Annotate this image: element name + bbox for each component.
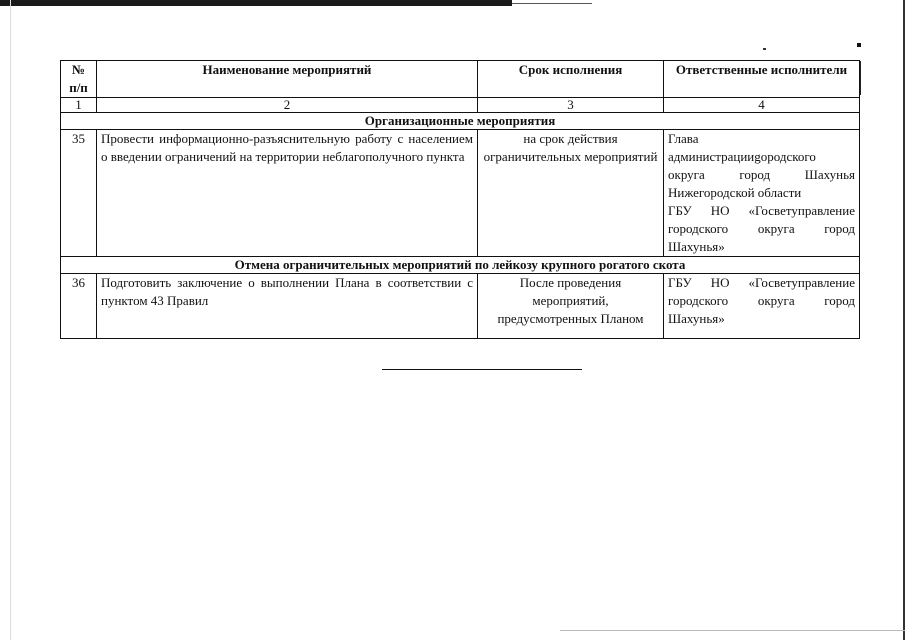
- scan-artifact-bottom: [560, 630, 905, 631]
- header-action: Наименование мероприятий: [97, 61, 478, 98]
- section-title: Организационные мероприятия: [61, 113, 860, 130]
- responsible-line: ГБУ НО «Госветуправление: [668, 203, 855, 218]
- row-responsible: [664, 130, 860, 257]
- table-row: [61, 130, 860, 257]
- column-number: 3: [478, 98, 664, 113]
- plan-table: [60, 60, 860, 339]
- row-action: Подготовить заключение о выполнении Плана в соответствии с пунктом 43 Правил: [97, 274, 478, 339]
- row-action: Провести информационно-разъяснительную работу с населением о введении ограничений на территории неблагополучного пункта: [97, 130, 478, 257]
- responsible-line: городского округа город: [668, 221, 855, 236]
- row-number: 35: [61, 130, 97, 257]
- scan-artifact-top-thin: [512, 3, 592, 4]
- table-row: [61, 274, 860, 339]
- responsible-line: Шахунья»: [668, 239, 725, 254]
- closing-line: [382, 369, 582, 370]
- responsible-line: Шахунья»: [668, 311, 725, 326]
- header-responsible: Ответственные исполнители: [664, 61, 860, 98]
- scan-speck: [763, 48, 766, 50]
- section-header-row: [61, 113, 860, 130]
- scan-artifact-left: [10, 0, 11, 640]
- row-deadline: После проведения мероприятий, предусмотренных Планом: [478, 274, 664, 339]
- row-number: 36: [61, 274, 97, 339]
- responsible-line: ГБУ НО «Госветуправление: [668, 275, 855, 290]
- header-deadline: Срок исполнения: [478, 61, 664, 98]
- column-number: 2: [97, 98, 478, 113]
- responsible-line: округа город Шахунья: [668, 167, 855, 182]
- scan-artifact-top: [0, 0, 512, 6]
- responsible-line: Глава: [668, 131, 699, 146]
- column-number-row: [61, 98, 860, 113]
- responsible-line: городского округа город: [668, 293, 855, 308]
- section-header-row: [61, 257, 860, 274]
- column-number: 1: [61, 98, 97, 113]
- row-deadline: на срок действия ограничительных мероприятий: [478, 130, 664, 257]
- row-responsible: [664, 274, 860, 339]
- responsible-line: администрацииgородского: [668, 149, 816, 164]
- header-number: № п/п: [61, 61, 97, 98]
- column-number: 4: [664, 98, 860, 113]
- header-row: [61, 61, 860, 98]
- responsible-line: Нижегородской области: [668, 185, 802, 200]
- section-title: Отмена ограничительных мероприятий по лейкозу крупного рогатого скота: [61, 257, 860, 274]
- scan-speck: [857, 43, 861, 47]
